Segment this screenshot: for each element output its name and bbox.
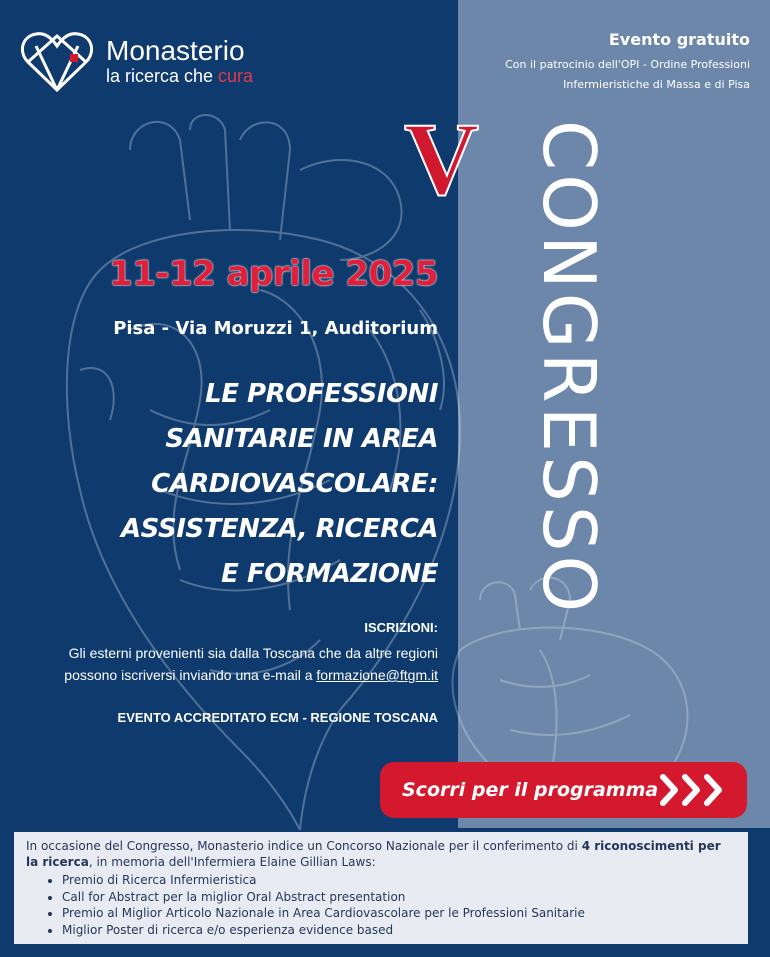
concorso-intro-b: , in memoria dell'Infermiera Elaine Gillian Laws: xyxy=(88,855,376,869)
title-line: E FORMAZIONE xyxy=(221,559,438,589)
tagline-accent: cura xyxy=(218,66,254,86)
title-line: SANITARIE IN AREA xyxy=(165,424,438,454)
patrocinio-line2: Infermieristiche di Massa e di Pisa xyxy=(563,78,750,91)
concorso-box xyxy=(14,832,748,944)
iscrizioni-body xyxy=(8,642,438,686)
list-item: • Premio al Miglior Articolo Nazionale in Area Cardiovascolare per le Professioni Sanitarie xyxy=(62,905,736,922)
email-link[interactable]: formazione@ftgm.it xyxy=(316,667,438,683)
congress-title xyxy=(58,372,438,597)
congress-numeral: V xyxy=(404,102,480,217)
list-item: • Miglior Poster di ricerca e/o esperienza evidence based xyxy=(62,922,736,939)
congress-word: CONGRESSO xyxy=(527,120,611,617)
event-date: 11-12 aprile 2025 xyxy=(109,254,438,294)
logo-name: Monasterio xyxy=(106,35,245,66)
iscrizioni-line2 xyxy=(8,664,438,686)
patrocinio xyxy=(450,55,750,95)
logo-tagline xyxy=(106,66,253,86)
tagline-main: la ricerca che xyxy=(106,66,219,86)
ecm-accreditation: EVENTO ACCREDITATO ECM - REGIONE TOSCANA xyxy=(117,710,438,725)
patrocinio-line1: Con il patrocinio dell'OPI - Ordine Professioni xyxy=(505,58,750,71)
concorso-intro-a: In occasione del Congresso, Monasterio indice un Concorso Nazionale per il conferimento di xyxy=(26,839,582,853)
concorso-list xyxy=(26,872,736,938)
title-line: ASSISTENZA, RICERCA xyxy=(121,514,438,544)
concorso-intro xyxy=(26,838,736,870)
iscrizioni-line2-prefix: possono iscriversi inviando una e-mail a xyxy=(64,667,317,683)
iscrizioni-line1: Gli esterni provenienti sia dalla Toscana che da altre regioni xyxy=(68,645,438,661)
triple-chevron-right-icon xyxy=(657,772,731,808)
list-item: • Premio di Ricerca Infermieristica xyxy=(62,872,736,889)
logo-text xyxy=(106,36,253,86)
cta-label: Scorri per il programma xyxy=(402,779,659,801)
scroll-program-button[interactable] xyxy=(380,762,747,818)
title-line: CARDIOVASCOLARE: xyxy=(151,469,438,499)
evento-gratuito: Evento gratuito xyxy=(608,30,750,49)
heart-logo-icon xyxy=(18,26,96,96)
list-item: • Call for Abstract per la miglior Oral Abstract presentation xyxy=(62,889,736,906)
title-line: LE PROFESSIONI xyxy=(205,379,438,409)
monasterio-logo[interactable] xyxy=(18,26,253,96)
iscrizioni-heading: ISCRIZIONI: xyxy=(364,620,438,635)
event-place: Pisa - Via Moruzzi 1, Auditorium xyxy=(113,318,438,339)
concorso-intro-bold: 4 riconoscimenti per la ricerca xyxy=(26,839,721,869)
